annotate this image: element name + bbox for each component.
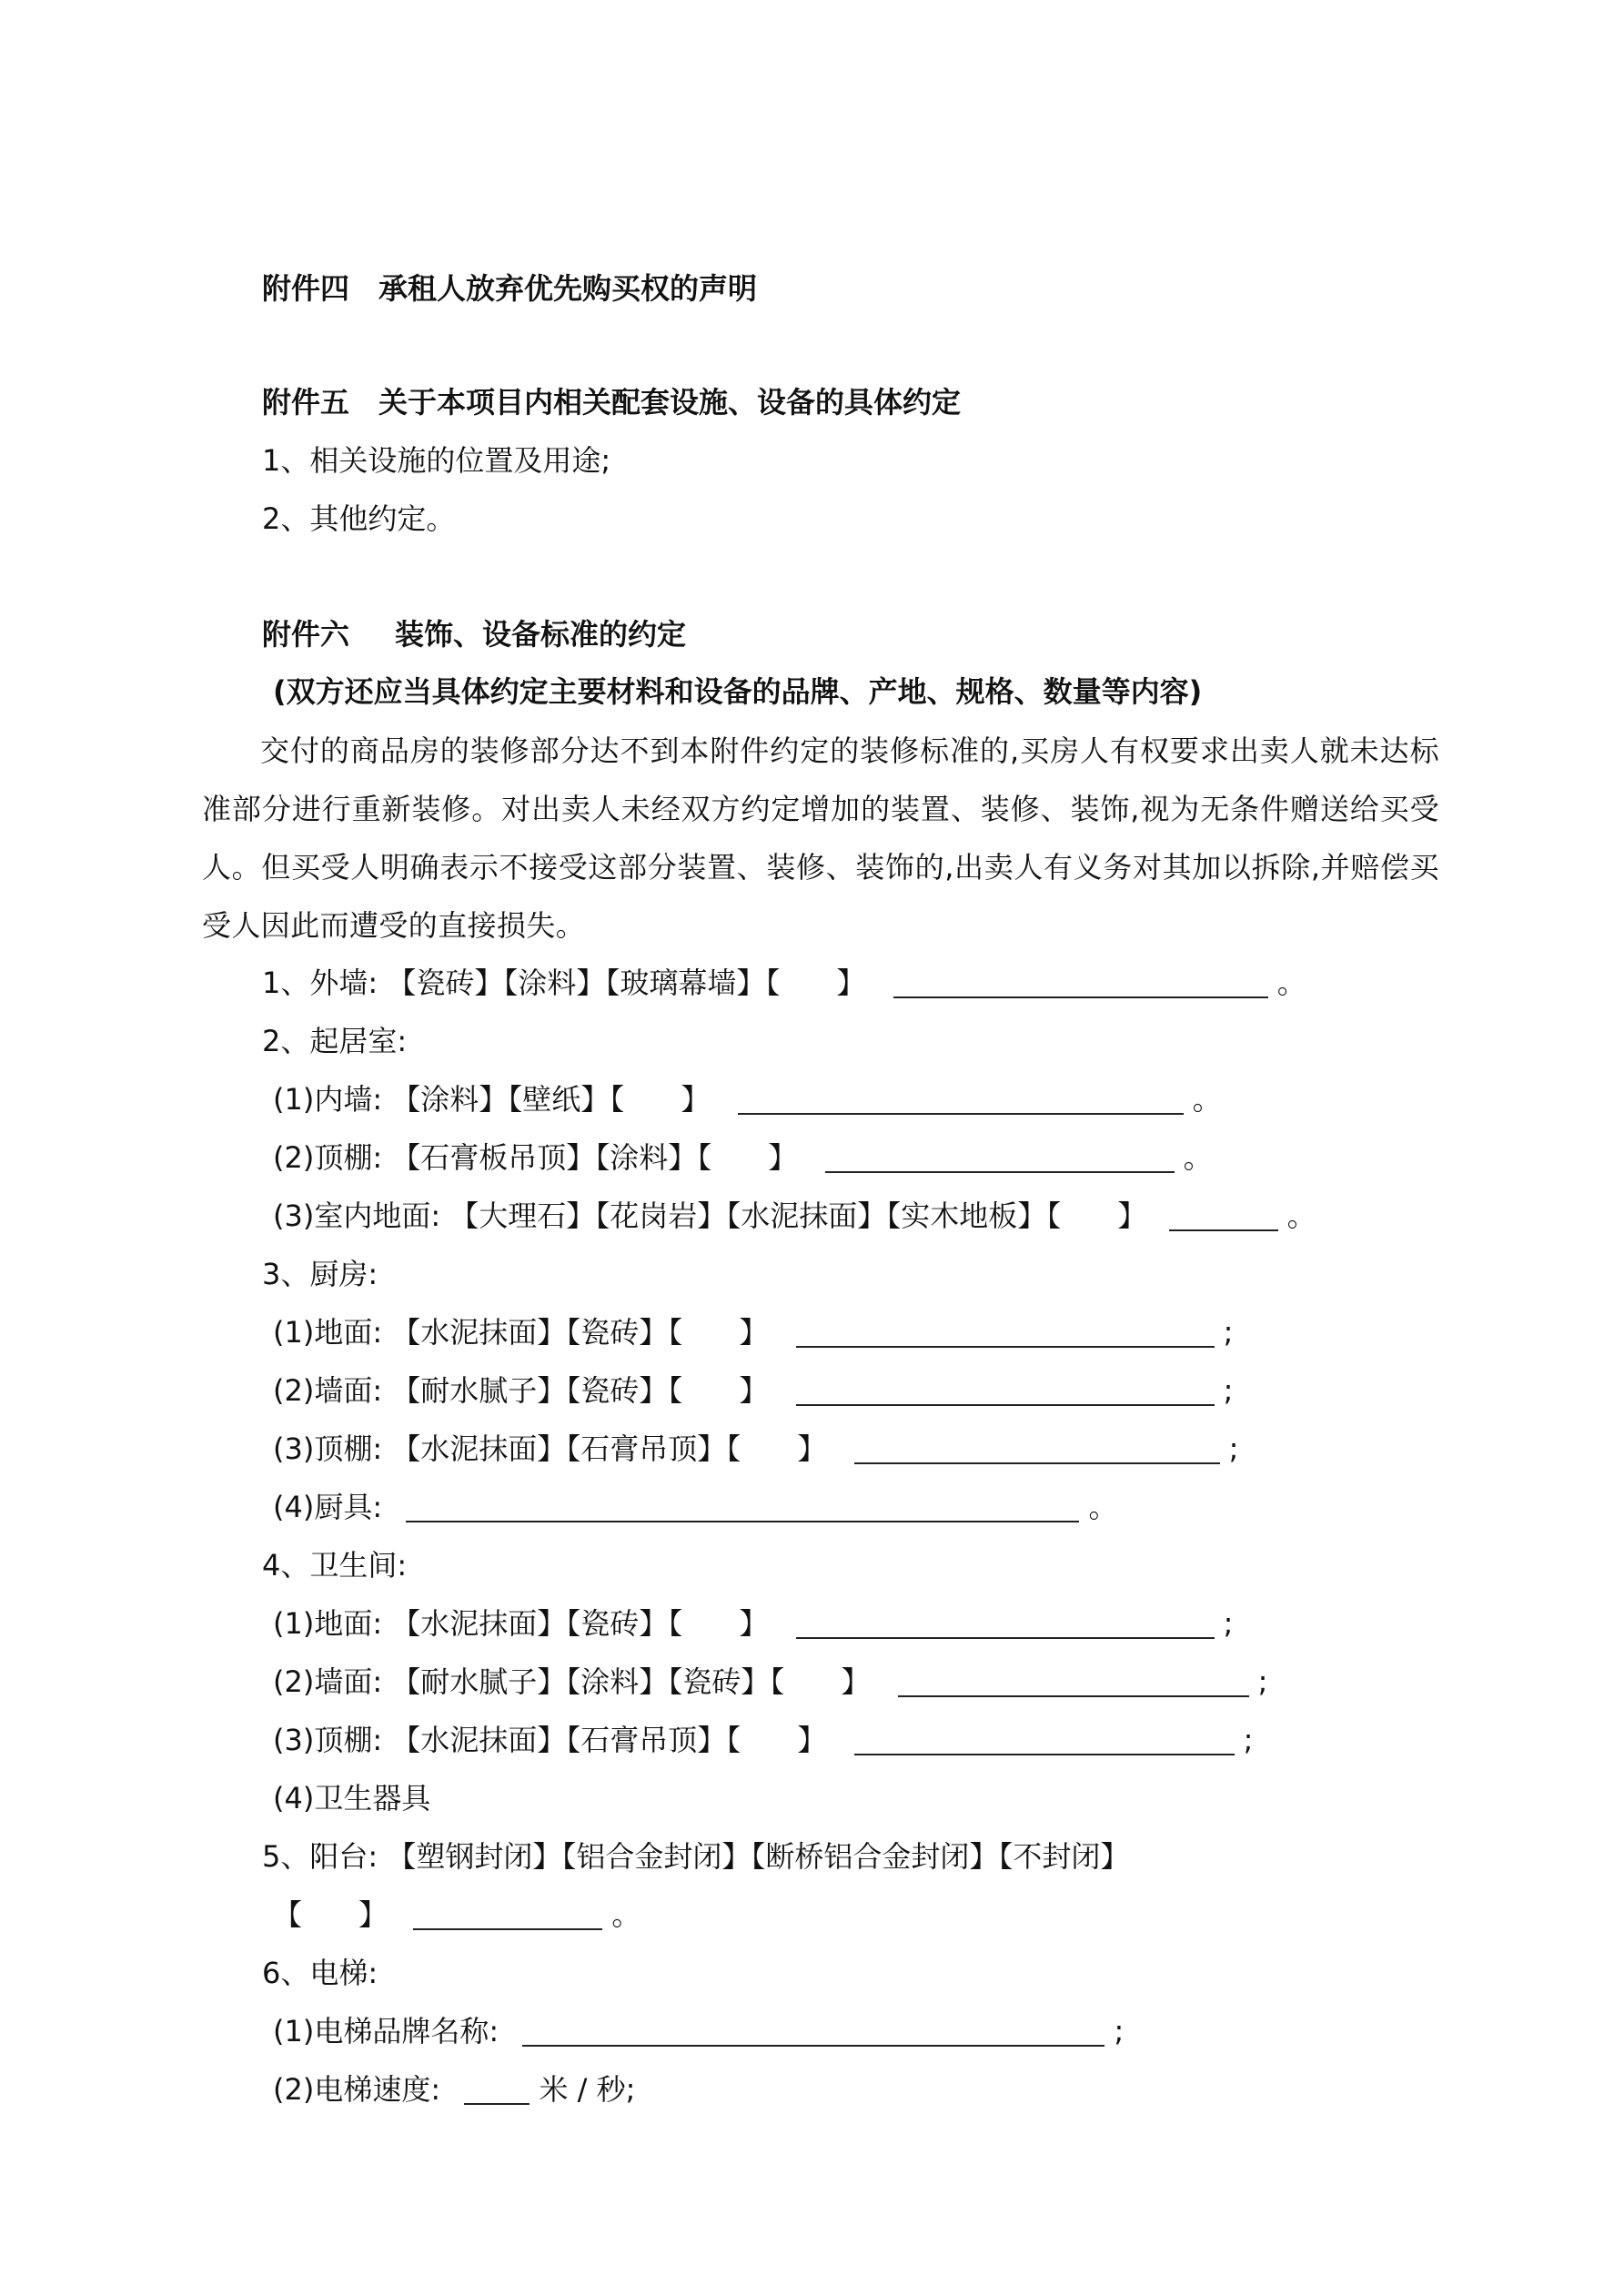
annex5-title: 关于本项目内相关配套设施、设备的具体约定 (378, 385, 962, 420)
annex6-note: (双方还应当具体约定主要材料和设备的品牌、产地、规格、数量等内容) (273, 674, 1203, 709)
item-elevator-speed (273, 2069, 635, 2109)
kitchen-wall-blank[interactable] (796, 1377, 1215, 1406)
elevator-speed-blank[interactable] (464, 2076, 530, 2105)
annex5-label: 附件五 (262, 385, 350, 420)
item-label: (1)内墙: (273, 1082, 383, 1117)
item-options: 【大理石】【花岗岩】【水泥抹面】【实木地板】【 (449, 1199, 1062, 1233)
item-kitchen-ceiling (273, 1429, 1238, 1469)
kitchen-appliances-blank[interactable] (406, 1493, 1079, 1522)
end-mark: 。 (1088, 1490, 1118, 1524)
item-label: (1)地面: (273, 1315, 383, 1350)
item-label: (1)地面: (273, 1606, 383, 1641)
living-wall-blank[interactable] (738, 1086, 1184, 1115)
exterior-wall-blank[interactable] (893, 969, 1268, 998)
item-label: 1、外墙: (262, 966, 378, 1000)
end-mark: 。 (1183, 1140, 1213, 1175)
annex5-item-1: 1、相关设施的位置及用途; (262, 443, 611, 478)
item-options: 【水泥抹面】【瓷砖】【 (391, 1606, 683, 1641)
item-label: (4)厨具: (273, 1490, 383, 1524)
annex6-paragraph: 交付的商品房的装修部分达不到本附件约定的装修标准的,买房人有权要求出卖人就未达标准部分进行重新装修。对出卖人未经双方约定增加的装置、装修、装饰,视为无条件赠送给买受人。但买受人明确表示不接受这部分装置、装修、装饰的,出卖人有义务对其加以拆除,并赔偿买受人因此而遭受的直接损失。 (202, 733, 1439, 943)
annex4-title: 承租人放弃优先购买权的声明 (378, 271, 758, 306)
item-label: (2)电梯速度: (273, 2072, 441, 2107)
item-balcony (262, 1836, 1129, 1876)
end-mark: ; (1223, 1606, 1234, 1641)
annex4-label: 附件四 (262, 271, 350, 306)
kitchen-floor-blank[interactable] (796, 1319, 1215, 1348)
bath-ceiling-blank[interactable] (854, 1726, 1235, 1755)
item-kitchen: 3、厨房: (262, 1257, 378, 1291)
item-options: 【石膏板吊顶】【涂料】【 (391, 1140, 712, 1175)
item-options: 【水泥抹面】【石膏吊顶】【 (391, 1431, 741, 1466)
bath-floor-blank[interactable] (796, 1610, 1215, 1639)
annex4-heading (262, 268, 757, 308)
item-label: (2)墙面: (273, 1373, 383, 1408)
item-label: (2)顶棚: (273, 1140, 383, 1175)
bracket-close: 】 (768, 1140, 798, 1175)
item-options: 【水泥抹面】【瓷砖】【 (391, 1315, 683, 1350)
end-mark: 。 (611, 1897, 641, 1932)
item-kitchen-floor (273, 1312, 1233, 1352)
annex6-label: 附件六 (262, 617, 350, 652)
annex5-item-2: 2、其他约定。 (262, 501, 456, 536)
item-label: (1)电梯品牌名称: (273, 2014, 499, 2048)
item-options: 【水泥抹面】【石膏吊顶】【 (391, 1723, 741, 1757)
bracket-close: 】 (739, 1606, 769, 1641)
end-mark: ; (1223, 1373, 1234, 1408)
item-bath-floor (273, 1603, 1233, 1644)
end-mark: ; (1257, 1664, 1268, 1699)
item-bath-wall (273, 1662, 1267, 1702)
end-mark: ; (1223, 1315, 1234, 1350)
elevator-brand-blank[interactable] (522, 2018, 1105, 2047)
item-living-ceiling (273, 1138, 1213, 1178)
kitchen-ceiling-blank[interactable] (854, 1435, 1220, 1464)
bracket-close: 】 (797, 1431, 827, 1466)
item-options: 【耐水腻子】【涂料】【瓷砖】【 (391, 1664, 785, 1699)
bath-wall-blank[interactable] (898, 1668, 1249, 1697)
item-bathroom: 4、卫生间: (262, 1548, 408, 1583)
item-bath-ceiling (273, 1720, 1253, 1760)
bracket-open: 【 (273, 1897, 303, 1932)
end-mark: 。 (1192, 1082, 1222, 1117)
item-kitchen-appliances (273, 1487, 1117, 1527)
item-living-room: 2、起居室: (262, 1024, 408, 1058)
item-options: 【瓷砖】【涂料】【玻璃幕墙】【 (387, 966, 781, 1000)
bracket-close: 】 (739, 1373, 769, 1408)
annex6-title: 装饰、设备标准的约定 (395, 617, 687, 652)
end-mark: ; (1114, 2014, 1125, 2048)
living-ceiling-blank[interactable] (825, 1144, 1175, 1173)
item-label: (2)墙面: (273, 1664, 383, 1699)
item-options: 【涂料】【壁纸】【 (391, 1082, 625, 1117)
item-options: 【耐水腻子】【瓷砖】【 (391, 1373, 683, 1408)
living-floor-blank[interactable] (1169, 1202, 1278, 1231)
annex5-heading (262, 382, 961, 422)
bracket-close: 】 (797, 1723, 827, 1757)
bracket-close: 】 (358, 1897, 388, 1932)
item-living-wall (273, 1079, 1222, 1119)
item-elevator: 6、电梯: (262, 1956, 378, 1990)
end-mark: 。 (1276, 966, 1306, 1000)
item-label: 5、阳台: (262, 1839, 378, 1874)
bracket-close: 】 (739, 1315, 769, 1350)
item-label: (3)顶棚: (273, 1431, 383, 1466)
item-label: (3)顶棚: (273, 1723, 383, 1757)
item-balcony-other (273, 1895, 641, 1935)
item-options: 【塑钢封闭】【铝合金封闭】【断桥铝合金封闭】【不封闭】 (387, 1839, 1130, 1874)
item-living-floor (273, 1196, 1316, 1236)
annex6-heading (262, 614, 686, 654)
item-label: (3)室内地面: (273, 1199, 441, 1233)
item-exterior-wall (262, 963, 1306, 1003)
bracket-close: 】 (836, 966, 866, 1000)
end-mark: 。 (1286, 1199, 1316, 1233)
bracket-close: 】 (1117, 1199, 1147, 1233)
item-elevator-brand (273, 2011, 1124, 2051)
speed-unit: 米 / 秒; (539, 2072, 636, 2107)
balcony-blank[interactable] (413, 1901, 602, 1930)
item-kitchen-wall (273, 1371, 1233, 1411)
bracket-close: 】 (841, 1664, 871, 1699)
item-bath-fixtures: (4)卫生器具 (273, 1781, 431, 1816)
bracket-close: 】 (681, 1082, 711, 1117)
end-mark: ; (1243, 1723, 1254, 1757)
end-mark: ; (1228, 1431, 1239, 1466)
